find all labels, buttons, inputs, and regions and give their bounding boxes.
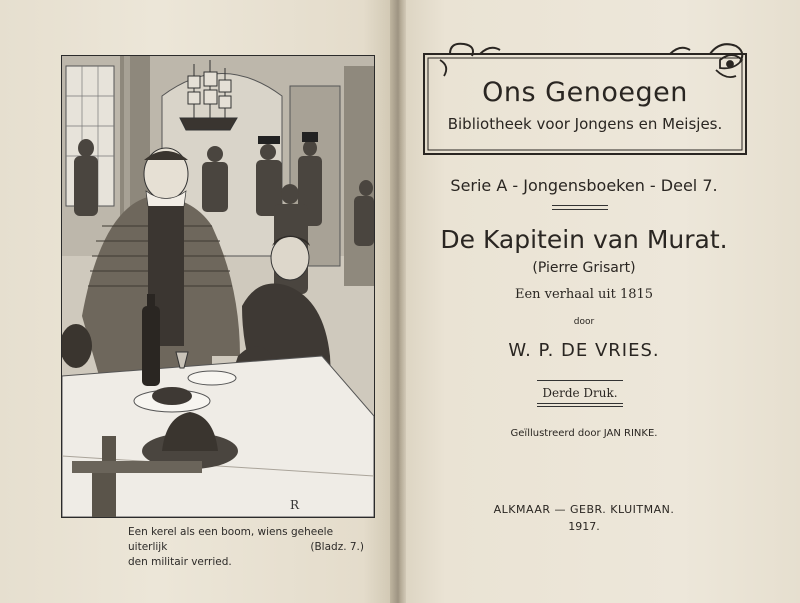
caption-page-ref: (Bladz. 7.): [310, 541, 364, 553]
publication-year: 1917.: [568, 520, 600, 533]
by-label: door: [573, 317, 595, 327]
original-author: (Pierre Grisart): [532, 260, 636, 276]
illustrator-credit: Geïllustreerd door JAN RINKE.: [510, 428, 658, 439]
series-frame: [420, 40, 750, 158]
book-title: De Kapitein van Murat.: [440, 225, 728, 254]
title-page: [406, 0, 800, 603]
publisher-imprint: ALKMAAR — GEBR. KLUITMAN.: [493, 503, 675, 516]
author-name: W. P. DE VRIES.: [508, 340, 660, 361]
book-tagline: Een verhaal uit 1815: [514, 287, 654, 302]
edition-rule-bottom: [537, 403, 623, 407]
illustration-caption: [128, 525, 368, 570]
series-volume-line: Serie A - Jongensboeken - Deel 7.: [450, 176, 718, 195]
series-title: Ons Genoegen: [482, 77, 688, 108]
series-subtitle: Bibliotheek voor Jongens en Meisjes.: [447, 115, 723, 133]
edition-box: [537, 380, 623, 407]
caption-line-2: den militair verried.: [128, 556, 232, 568]
frontispiece-illustration: [61, 55, 375, 518]
edition-label: Derde Druk.: [542, 386, 618, 400]
left-page: [0, 0, 395, 603]
double-rule-divider: [552, 205, 608, 210]
artist-mark: R: [290, 498, 300, 512]
caption-line-1: Een kerel als een boom, wiens geheele uiterlijk: [128, 526, 334, 553]
